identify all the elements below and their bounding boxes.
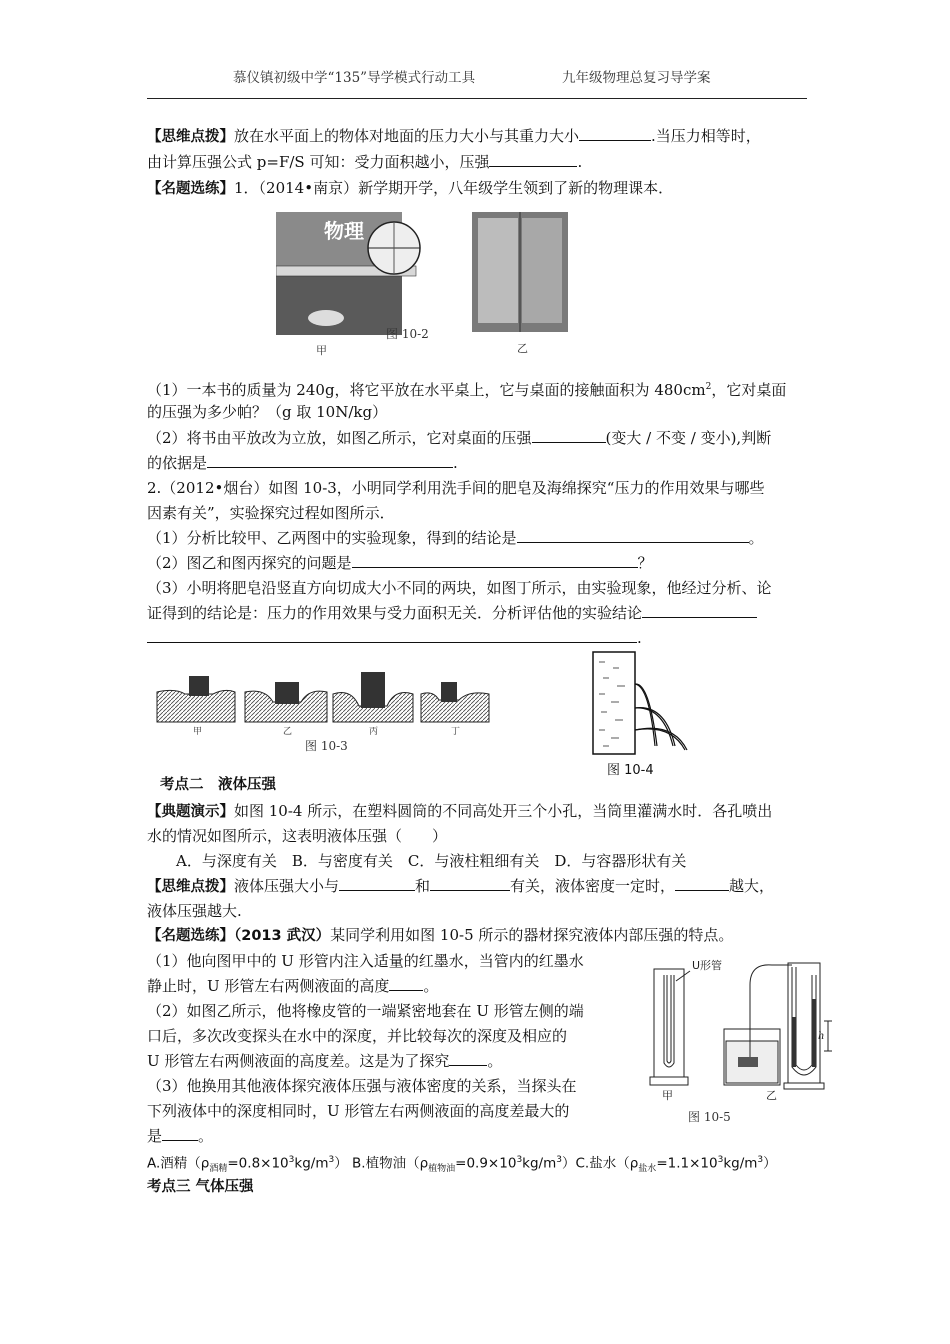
caption-10-4: 图 10-4 <box>607 763 654 778</box>
line-18: 【思维点拨】液体压强大小与 和 有关，液体密度一定时， 越大， <box>147 877 775 895</box>
label-u-tube: U形管 <box>692 959 723 972</box>
label-ding: 丁 <box>451 727 461 737</box>
figure-10-2 <box>276 208 576 358</box>
line-25: U 形管左右两侧液面的高度差。这是为了探究 。 <box>147 1052 503 1070</box>
line-16: 水的情况如图所示，这表明液体压强（ ） <box>147 827 448 845</box>
blank <box>339 875 415 891</box>
book-title: 物理 <box>324 219 364 243</box>
blank <box>532 427 606 443</box>
line-24: 口后，多次改变探头在水中的深度，并比较每次的深度及相应的 <box>147 1027 568 1045</box>
line-26: （3）他换用其他液体探究液体压强与液体密度的关系，当探头在 <box>147 1077 577 1095</box>
caption-10-3: 图 10-3 <box>305 739 348 753</box>
label-jia: 甲 <box>662 1089 673 1102</box>
line-7: 的依据是 . <box>147 454 458 472</box>
blank <box>489 151 577 167</box>
figure-10-5 <box>642 955 842 1127</box>
figure-10-3 <box>155 672 495 754</box>
sponge-ding <box>421 682 489 722</box>
line-17-options: A．与深度有关 B．与密度有关 C．与液柱粗细有关 D．与容器形状有关 <box>176 852 687 870</box>
label-yi: 乙 <box>283 727 293 737</box>
line-19: 液体压强越大. <box>147 902 242 920</box>
sponge-jia <box>157 676 235 722</box>
line-2: 由计算压强公式 p=F/S 可知：受力面积越小，压强 . <box>147 153 583 171</box>
caption-10-2: 图 10-2 <box>386 327 429 341</box>
line-6: （2）将书由平放改为立放，如图乙所示，它对桌面的压强 (变大 / 不变 / 变小),判断 <box>147 429 772 447</box>
line-5: 的压强为多少帕？（g 取 10N/kg） <box>147 403 388 421</box>
line-29-options: A.酒精$(\rho_{酒精}=0.8\times 10^3kg/m^3)$ B.植物油$(\rho_{植物油}=0.9\times 10^3kg/m^3)C$.盐水$(\rho_{盐水}=1.1\times 10^3kg/m^3)$ <box>147 1155 777 1175</box>
line-3: 【名题选练】1．（2014•南京）新学期开学，八年级学生领到了新的物理课本． <box>147 179 674 197</box>
line-15: 【典题演示】如图 10-4 所示，在塑料圆筒的不同高处开三个小孔，当筒里灌满水时．各孔喷出 <box>147 802 773 820</box>
line-23: （2）如图乙所示，他将橡皮管的一端紧密地套在 U 形管左侧的端 <box>147 1002 584 1020</box>
line-1: 【思维点拨】放在水平面上的物体对地面的压力大小与其重力大小 .当压力相等时， <box>147 127 761 145</box>
line-28: 是 。 <box>147 1127 214 1145</box>
line-12: （3）小明将肥皂沿竖直方向切成大小不同的两块，如图丁所示，由实验现象，他经过分析、论 <box>147 579 772 597</box>
header-school: 慕仪镇初级中学“135”导学模式行动工具 <box>233 70 476 86</box>
blank <box>517 527 749 543</box>
sponge-yi <box>245 682 327 722</box>
line-11: （2）图乙和图丙探究的问题是 ？ <box>147 554 653 572</box>
line-27: 下列液体中的深度相同时，U 形管左右两侧液面的高度差最大的 <box>147 1102 570 1120</box>
blank <box>207 452 453 468</box>
blank <box>352 552 638 568</box>
blank <box>449 1050 487 1066</box>
label-jia: 甲 <box>316 344 327 357</box>
line-20: 【名题选练】（2013 武汉）某同学利用如图 10-5 所示的器材探究液体内部压强的特点。 <box>147 926 734 944</box>
caption-10-5: 图 10-5 <box>688 1110 731 1124</box>
label-bing: 丙 <box>369 727 379 737</box>
line-22: 静止时，U 形管左右两侧液面的高度 。 <box>147 977 439 995</box>
blank <box>675 875 729 891</box>
line-9: 因素有关”，实验探究过程如图所示． <box>147 504 395 522</box>
blank <box>147 627 637 643</box>
blank <box>579 125 651 141</box>
label-jia: 甲 <box>193 727 203 737</box>
label-yi: 乙 <box>517 342 528 355</box>
blank <box>162 1125 198 1141</box>
line-8: 2.（2012•烟台）如图 10-3，小明同学利用洗手间的肥皂及海绵探究“压力的作用效果与哪些 <box>147 479 765 497</box>
line-4: （1）一本书的质量为 240g，将它平放在水平桌上，它与桌面的接触面积为 $480cm^2$，它对桌面 <box>147 381 787 399</box>
line-14: . <box>147 627 642 649</box>
blank <box>430 875 510 891</box>
section-kaodian-3: 考点三 气体压强 <box>147 1179 254 1195</box>
label-h: h <box>818 1031 825 1042</box>
blank <box>389 975 423 991</box>
section-kaodian-2: 考点二 液体压强 <box>160 777 276 793</box>
header-rule <box>147 98 807 99</box>
line-10: （1）分析比较甲、乙两图中的实验现象，得到的结论是 。 <box>147 529 764 547</box>
line-13: 证得到的结论是：压力的作用效果与受力面积无关．分析评估他的实验结论 <box>147 602 757 624</box>
sponge-bing <box>333 672 413 722</box>
line-21: （1）他向图甲中的 U 形管内注入适量的红墨水，当管内的红墨水 <box>147 952 584 970</box>
header-course: 九年级物理总复习导学案 <box>562 70 711 86</box>
blank <box>642 602 757 618</box>
figure-10-4 <box>585 650 695 780</box>
label-yi: 乙 <box>766 1089 777 1102</box>
